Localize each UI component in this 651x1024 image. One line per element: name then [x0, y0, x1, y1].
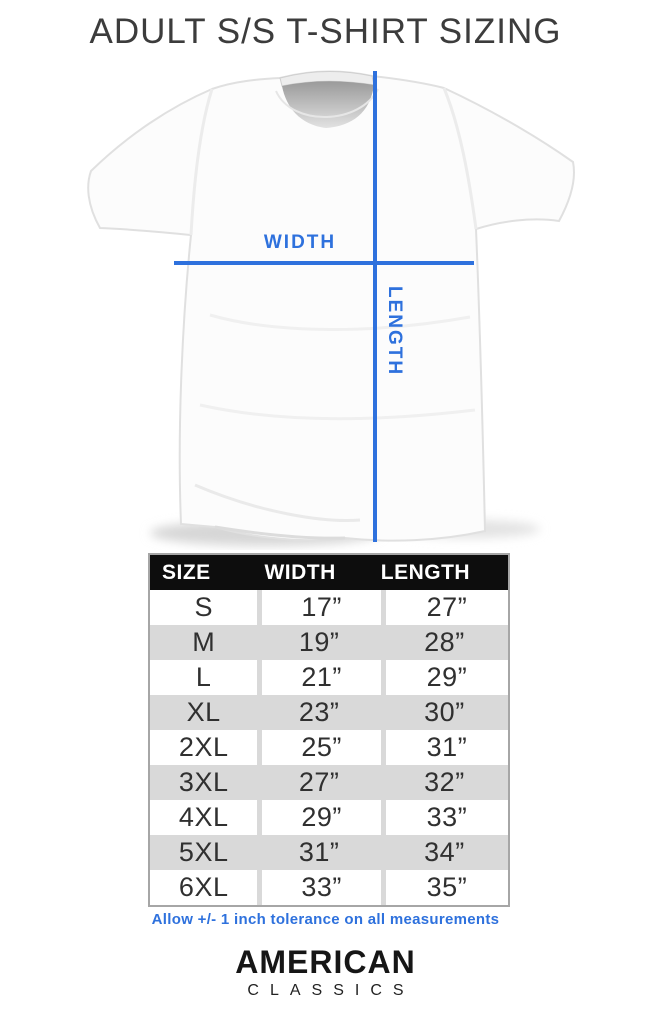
width-value: 21” — [257, 660, 381, 695]
tshirt-body — [88, 71, 574, 540]
size-value: 6XL — [178, 872, 229, 902]
length-value: 28” — [424, 627, 465, 657]
table-row-xl — [150, 695, 508, 730]
table-row-6xl — [150, 870, 508, 905]
length-value: 27” — [381, 590, 508, 625]
width-value: 25” — [257, 730, 381, 765]
col-header-width: WIDTH — [264, 560, 336, 584]
size-value: 5XL — [178, 837, 229, 867]
length-value: 30” — [424, 697, 465, 727]
size-table — [148, 553, 510, 907]
length-value: 33” — [381, 800, 508, 835]
brand-logo — [0, 944, 651, 1000]
size-table-header — [150, 555, 508, 590]
table-row-5xl — [150, 835, 508, 870]
table-row-m — [150, 625, 508, 660]
width-value: 33” — [257, 870, 381, 905]
length-value: 31” — [381, 730, 508, 765]
brand-name-american: AMERICAN — [235, 944, 416, 980]
size-value: S — [194, 592, 213, 622]
tshirt-illustration — [60, 65, 590, 550]
size-value: 4XL — [178, 802, 229, 832]
width-value: 27” — [298, 767, 340, 797]
col-header-length: LENGTH — [380, 560, 471, 584]
width-label: WIDTH — [263, 232, 337, 253]
page-title: ADULT S/S T-SHIRT SIZING — [89, 12, 562, 51]
tolerance-note: Allow +/- 1 inch tolerance on all measurements — [151, 911, 500, 928]
length-value: 34” — [424, 837, 465, 867]
brand-name-classics: CLASSICS — [247, 982, 415, 999]
size-value: XL — [186, 697, 221, 727]
table-row-l — [150, 660, 508, 695]
size-value: M — [192, 627, 216, 657]
width-measure-line — [174, 261, 474, 265]
length-value: 29” — [381, 660, 508, 695]
col-header-size: SIZE — [162, 560, 211, 584]
width-value: 31” — [298, 837, 340, 867]
width-value: 17” — [257, 590, 381, 625]
size-value: 3XL — [178, 767, 229, 797]
width-value: 23” — [298, 697, 340, 727]
table-row-3xl — [150, 765, 508, 800]
table-row-s — [150, 590, 508, 625]
length-measure-line — [373, 71, 377, 542]
length-value: 35” — [381, 870, 508, 905]
table-row-4xl — [150, 800, 508, 835]
size-value: 2XL — [178, 732, 229, 762]
width-value: 19” — [298, 627, 340, 657]
width-value: 29” — [257, 800, 381, 835]
length-value: 32” — [424, 767, 465, 797]
table-row-2xl — [150, 730, 508, 765]
tshirt-measurement-diagram — [0, 58, 651, 558]
length-label: LENGTH — [384, 286, 405, 377]
size-value: L — [195, 662, 212, 692]
